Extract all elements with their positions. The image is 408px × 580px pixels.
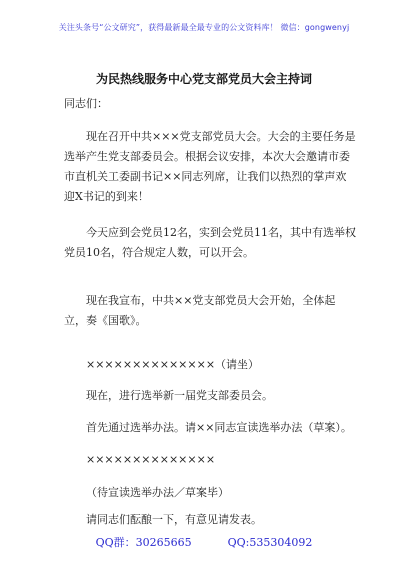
paragraph-anthem-note: ××××××××××××××（请坐） bbox=[86, 358, 260, 371]
salutation: 同志们： bbox=[64, 97, 108, 110]
paragraph-election-start: 现在，进行选举新一届党支部委员会。 bbox=[86, 389, 273, 402]
footer-contact bbox=[0, 534, 408, 550]
footer-qq-group: QQ群：30265665 bbox=[95, 536, 192, 549]
document-title: 为民热线服务中心党支部党员大会主持词 bbox=[95, 72, 312, 86]
paragraph-attendance: 今天应到会党员12名，实到会党员11名，其中有选举权党员10名，符合规定人数，可以开会。 bbox=[64, 226, 356, 259]
paragraph-announcement: 现在我宣布，中共××党支部党员大会开始，全体起立，奏《国歌》。 bbox=[64, 294, 336, 327]
paragraph-placeholder: ×××××××××××××× bbox=[86, 453, 216, 466]
paragraph-opening: 现在召开中共×××党支部党员大会。大会的主要任务是选举产生党支部委员会。根据会议安排，本次大会邀请市委市直机关工委副书记××同志列席，让我们以热烈的掌声欢迎X书记的到来！ bbox=[64, 130, 356, 203]
paragraph-election-method: 首先通过选举办法。请××同志宣读选举办法（草案）。 bbox=[86, 421, 352, 434]
footer-qq: QQ:535304092 bbox=[227, 536, 313, 549]
paragraph-reading-note: （待宣读选举办法／草案毕） bbox=[86, 486, 229, 499]
paragraph-discussion: 请同志们酝酿一下，有意见请发表。 bbox=[86, 513, 262, 526]
header-banner: 关注头条号“公文研究”，获得最新最全最专业的公文资料库！ 微信：gongwenyj bbox=[58, 23, 350, 32]
